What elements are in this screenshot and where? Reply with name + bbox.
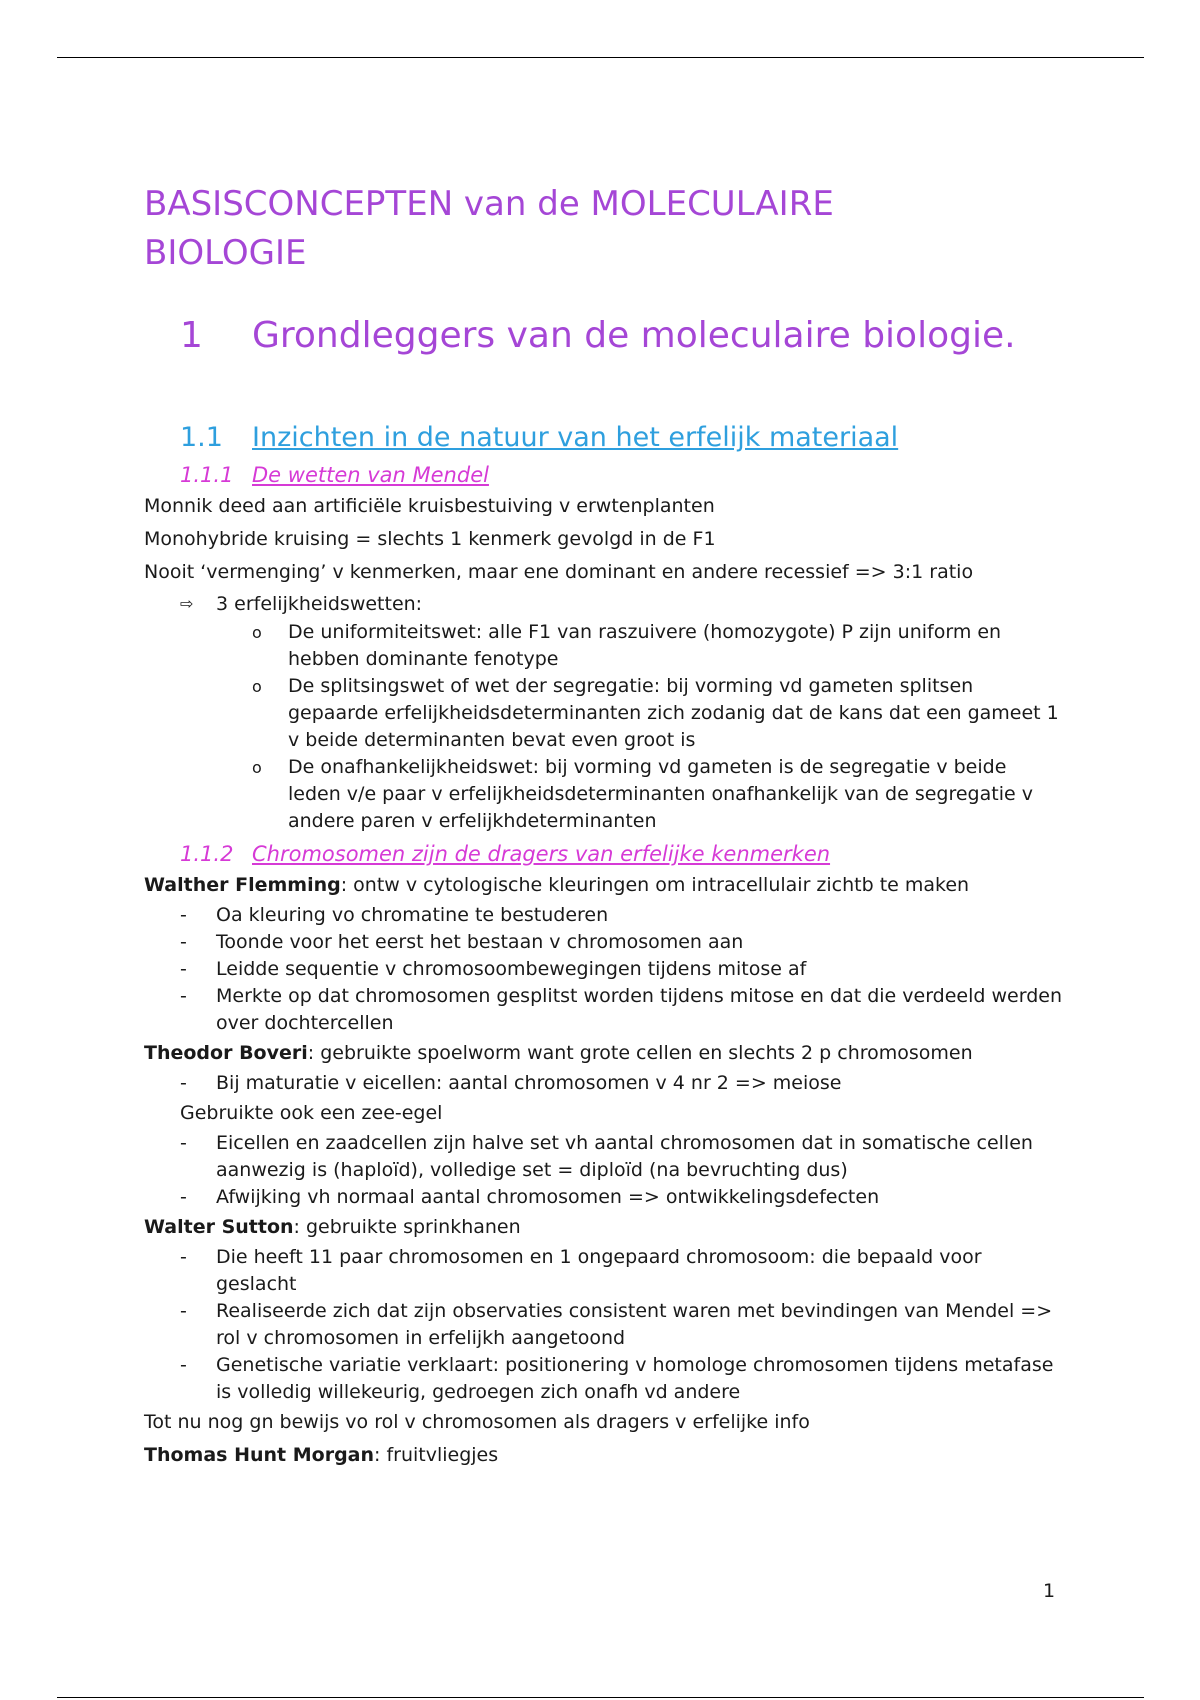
heading-1-1-text: Inzichten in de natuur van het erfelijk materiaal <box>252 422 899 453</box>
dash-bullet-icon: - <box>180 1132 187 1154</box>
heading-1-1-2-text: Chromosomen zijn de dragers van erfelijke kenmerken <box>252 842 831 866</box>
heading-1-1-number: 1.1 <box>180 422 223 453</box>
paragraph-boveri <box>144 1037 1064 1070</box>
dash-bullet-icon: - <box>180 1186 187 1208</box>
list-item-text: Toonde voor het eerst het bestaan v chromosomen aan <box>216 931 744 953</box>
heading-1-1-1-number: 1.1.1 <box>180 463 234 487</box>
list-item <box>144 983 1064 1037</box>
page-number: 1 <box>1043 1580 1056 1602</box>
list-item <box>144 673 1064 754</box>
paragraph-flemming <box>144 869 1064 902</box>
list-item-text: Merkte op dat chromosomen gesplitst worden tijdens mitose en dat die verdeeld werden over dochtercellen <box>216 985 1063 1034</box>
boveri-list-1 <box>144 1070 1064 1097</box>
circle-bullet-icon: o <box>252 623 262 642</box>
dash-bullet-icon: - <box>180 985 187 1007</box>
arrow-list-item <box>144 589 1064 619</box>
dash-bullet-icon: - <box>180 1072 187 1094</box>
list-item <box>144 1184 1064 1211</box>
circle-bullet-icon: o <box>252 758 262 777</box>
paragraph: Nooit ‘vermenging’ v kenmerken, maar ene dominant en andere recessief => 3:1 ratio <box>144 561 974 583</box>
paragraph: Monohybride kruising = slechts 1 kenmerk gevolgd in de F1 <box>144 528 716 550</box>
paragraph-morgan <box>144 1439 1064 1472</box>
person-name: Walther Flemming <box>144 874 341 896</box>
heading-1 <box>180 314 1064 358</box>
person-description: : ontw v cytologische kleuringen om intracellulair zichtb te maken <box>340 874 970 896</box>
heading-1-1-1-text: De wetten van Mendel <box>252 463 489 487</box>
person-description: : fruitvliegjes <box>374 1444 499 1466</box>
flemming-list <box>144 902 1064 1037</box>
circle-bullet-icon: o <box>252 677 262 696</box>
list-item <box>144 1130 1064 1184</box>
list-item-text: 3 erfelijkheidswetten: <box>216 593 423 615</box>
heading-1-number: 1 <box>180 315 203 356</box>
list-item-text: Leidde sequentie v chromosoombewegingen tijdens mitose af <box>216 958 807 980</box>
footer-rule <box>57 1697 1144 1698</box>
dash-bullet-icon: - <box>180 1246 187 1268</box>
laws-list <box>144 619 1064 835</box>
document-page <box>144 180 1064 1472</box>
boveri-list-2 <box>144 1130 1064 1211</box>
list-item-text: Die heeft 11 paar chromosomen en 1 ongepaard chromosoom: die bepaald voor geslacht <box>216 1246 982 1295</box>
list-item <box>144 1352 1064 1406</box>
document-title: BASISCONCEPTEN van de MOLECULAIRE BIOLOGIE <box>144 184 834 273</box>
dash-bullet-icon: - <box>180 1300 187 1322</box>
list-item <box>144 619 1064 673</box>
paragraph-sutton <box>144 1211 1064 1244</box>
list-item-text: Afwijking vh normaal aantal chromosomen => ontwikkelingsdefecten <box>216 1186 880 1208</box>
list-item <box>144 1244 1064 1298</box>
list-item <box>144 754 1064 835</box>
list-item-text: Oa kleuring vo chromatine te bestuderen <box>216 904 609 926</box>
list-item <box>144 902 1064 929</box>
list-item-text: De uniformiteitswet: alle F1 van raszuivere (homozygote) P zijn uniform en hebben dominante fenotype <box>288 621 1002 670</box>
dash-bullet-icon: - <box>180 1354 187 1376</box>
person-description: : gebruikte spoelworm want grote cellen en slechts 2 p chromosomen <box>307 1042 973 1064</box>
heading-1-1-2 <box>180 839 1064 869</box>
list-item <box>144 1070 1064 1097</box>
list-item <box>144 1298 1064 1352</box>
list-item <box>144 956 1064 983</box>
list-item-text: Realiseerde zich dat zijn observaties consistent waren met bevindingen van Mendel => rol v chromosomen in erfelijkh aangetoond <box>216 1300 1053 1349</box>
list-item-text: Genetische variatie verklaart: positionering v homologe chromosomen tijdens metafase is volledig willekeurig, gedroegen zich onafh vd andere <box>216 1354 1054 1403</box>
heading-1-text: Grondleggers van de moleculaire biologie. <box>252 315 1016 356</box>
sutton-list <box>144 1244 1064 1406</box>
person-description: : gebruikte sprinkhanen <box>293 1216 521 1238</box>
person-name: Thomas Hunt Morgan <box>144 1444 375 1466</box>
heading-1-1-2-number: 1.1.2 <box>180 842 234 866</box>
arrow-icon: ⇨ <box>180 594 194 613</box>
paragraph: Monnik deed aan artificiële kruisbestuiving v erwtenplanten <box>144 495 715 517</box>
dash-bullet-icon: - <box>180 904 187 926</box>
list-item-text: Eicellen en zaadcellen zijn halve set vh aantal chromosomen dat in somatische cellen aanwezig is (haploïd), volledige set = diploïd (na bevruchting dus) <box>216 1132 1033 1181</box>
person-name: Theodor Boveri <box>144 1042 308 1064</box>
list-item-text: De splitsingswet of wet der segregatie: bij vorming vd gameten splitsen gepaarde erfelijkheidsdeterminanten zich zodanig dat de kans dat een gameet 1 v beide determinanten bevat even groot is <box>288 675 1059 751</box>
person-name: Walter Sutton <box>144 1216 294 1238</box>
paragraph-indented: Gebruikte ook een zee-egel <box>180 1102 443 1124</box>
header-rule <box>57 57 1144 58</box>
list-item <box>144 929 1064 956</box>
dash-bullet-icon: - <box>180 958 187 980</box>
paragraph: Tot nu nog gn bewijs vo rol v chromosomen als dragers v erfelijke info <box>144 1411 810 1433</box>
dash-bullet-icon: - <box>180 931 187 953</box>
heading-1-1 <box>180 420 1064 456</box>
list-item-text: De onafhankelijkheidswet: bij vorming vd gameten is de segregatie v beide leden v/e paar v erfelijkheidsdeterminanten onafhankelijk van de segregatie v andere paren v erfelijkhdeterminanten <box>288 756 1033 832</box>
heading-1-1-1 <box>180 460 1064 490</box>
list-item-text: Bij maturatie v eicellen: aantal chromosomen v 4 nr 2 => meiose <box>216 1072 842 1094</box>
